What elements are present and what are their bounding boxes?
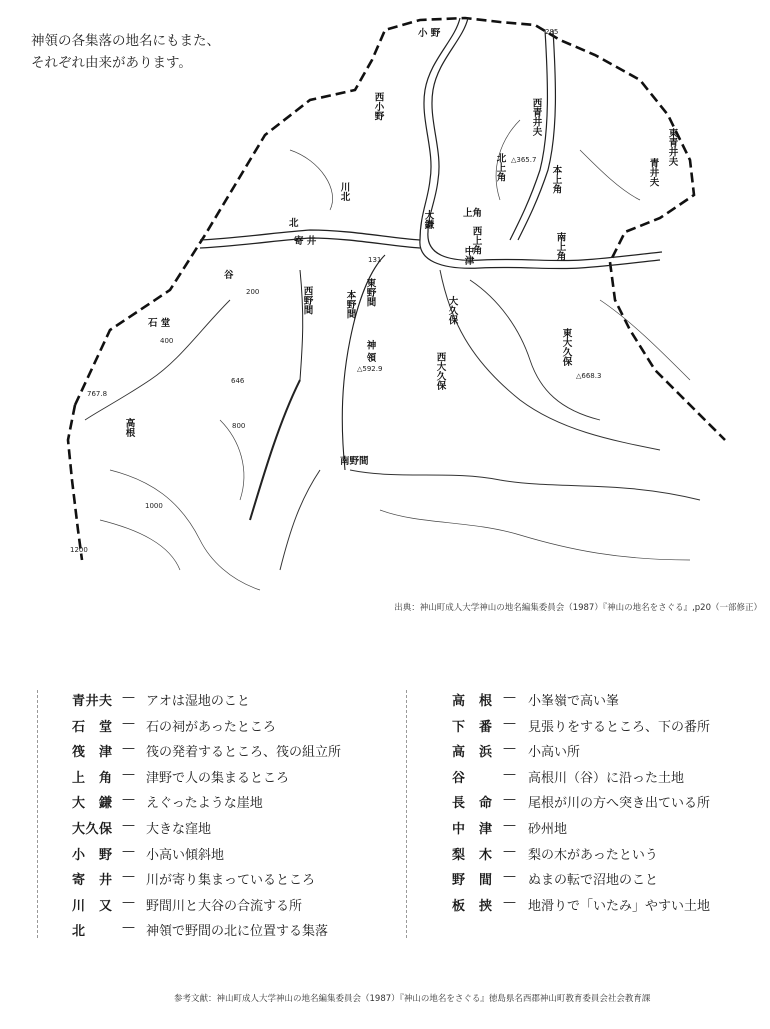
glossary-dash: — <box>122 817 135 833</box>
place-motokami: 本上角 <box>550 165 562 194</box>
place-nishi-ono <box>373 91 385 121</box>
place-shinryo: 神 領 <box>364 340 376 363</box>
place-higashi-aoi: 東青井夫 <box>666 128 678 166</box>
elevation-1200: 1200 <box>70 546 88 554</box>
glossary-dash: — <box>503 894 516 910</box>
elevation-800: 800 <box>232 422 246 430</box>
glossary-entry <box>38 690 406 716</box>
glossary-dash: — <box>503 715 516 731</box>
glossary-definition: 小峯嶺で高い峯 <box>528 694 620 709</box>
place-ono: 小 野 <box>418 28 441 39</box>
glossary-term: 野 間 <box>452 873 493 889</box>
stream-line <box>350 470 700 500</box>
glossary-definition: 地滑りで「いたみ」やすい土地 <box>528 898 711 914</box>
glossary-dash: — <box>503 690 516 705</box>
glossary-entry <box>406 741 746 767</box>
glossary-definition: 尾根が川の方へ突き出ている所 <box>528 796 711 812</box>
glossary-term: 下 番 <box>452 719 493 735</box>
place-motonoma: 本野間 <box>344 290 356 319</box>
aoi-river <box>510 30 547 240</box>
glossary-definition: 津野で人の集まるところ <box>146 770 290 786</box>
place-nishi-ono-label: 西小野 <box>372 92 384 121</box>
glossary-definition: 砂州地 <box>528 821 568 837</box>
place-aoi: 青井夫 <box>647 158 659 187</box>
place-kawakita: 川北 <box>338 182 350 201</box>
reference-note: 参考文献：神山町成人大学神山の地名編集委員会（1987）『神山の地名をさぐる』徳島県名西郡神山町教育委員会社会教育課 <box>174 994 651 1004</box>
glossary-definition: 高根川（谷）に沿った土地 <box>528 770 685 786</box>
stream-line <box>440 270 660 450</box>
boundary-line <box>75 18 725 440</box>
glossary-term: 板 挟 <box>452 898 493 914</box>
stream-line <box>470 280 600 420</box>
elevation-200: 200 <box>246 288 260 296</box>
place-okama: 大鎌 <box>422 210 434 229</box>
map-source-caption: 出典：神山町成人大学神山の地名編集委員会（1987）『神山の地名をさぐる』,p20（一部修正） <box>394 603 762 613</box>
glossary-definition: 石の祠があったところ <box>146 719 276 735</box>
glossary-term: 北 <box>72 924 86 940</box>
place-nishi-aoi: 西青井夫 <box>530 98 542 136</box>
glossary-definition: アオは湿地のこと <box>146 694 250 709</box>
glossary-dash: — <box>503 817 516 833</box>
contour-line <box>380 510 690 560</box>
place-nishikami: 西上角 <box>470 226 482 255</box>
glossary-term: 筏 津 <box>72 745 113 761</box>
glossary-dash: — <box>122 766 135 782</box>
elevation-767: 767.8 <box>87 390 108 398</box>
glossary-dash: — <box>503 869 516 885</box>
glossary-dash: — <box>122 715 135 731</box>
glossary-definition: 筏の発着するところ、筏の組立所 <box>146 745 342 761</box>
place-nishinoma: 西野間 <box>301 286 313 315</box>
place-minaminoma: 南野間 <box>340 456 369 467</box>
glossary-entry <box>406 869 746 895</box>
glossary-left-column <box>37 690 407 938</box>
elevation-285: 285 <box>545 28 559 36</box>
place-nishiokubo: 西大久保 <box>434 352 446 390</box>
elevation-668: △668.3 <box>576 372 602 380</box>
glossary-dash: — <box>122 869 135 885</box>
elevation-646: 646 <box>231 377 245 385</box>
place-minamikami: 南上角 <box>554 232 566 261</box>
glossary-entry <box>38 818 406 844</box>
contour-line <box>220 420 244 500</box>
glossary-entry <box>38 920 406 946</box>
glossary-dash: — <box>122 843 135 859</box>
glossary-dash: — <box>122 690 135 705</box>
main-river <box>420 18 660 269</box>
glossary-dash: — <box>503 741 516 757</box>
glossary-entry <box>406 844 746 870</box>
glossary-dash: — <box>503 843 516 859</box>
contour-line <box>100 520 180 570</box>
glossary-dash: — <box>122 741 135 757</box>
glossary-definition: 小高い所 <box>528 745 581 761</box>
glossary-term: 梨 木 <box>452 847 493 863</box>
contour-line <box>580 150 640 200</box>
glossary-entry <box>38 844 406 870</box>
glossary-term: 長 命 <box>452 796 493 812</box>
glossary-term: 寄 井 <box>72 873 113 889</box>
glossary-term: 谷 <box>452 770 466 786</box>
glossary-term: 高 根 <box>452 694 493 709</box>
glossary-definition: 川が寄り集まっているところ <box>146 873 316 889</box>
glossary-entry <box>406 818 746 844</box>
glossary-term: 石 堂 <box>72 719 113 735</box>
intro-line-1: 神領の各集落の地名にもまた、 <box>31 33 220 49</box>
place-tani: 谷 <box>224 270 234 281</box>
glossary-term: 大久保 <box>72 821 113 837</box>
place-kita: 北 <box>289 218 299 229</box>
glossary-term: 大 鎌 <box>72 796 113 812</box>
intro-line-2: それぞれ由来があります。 <box>31 55 192 71</box>
glossary-entry <box>406 716 746 742</box>
place-kitakami: 北上角 <box>494 153 506 182</box>
glossary-entry <box>406 792 746 818</box>
contour-line <box>290 150 333 210</box>
place-takane: 高根 <box>123 418 135 437</box>
glossary-definition: 梨の木があったという <box>528 847 658 863</box>
glossary-entry <box>38 792 406 818</box>
glossary-dash: — <box>122 920 135 936</box>
elevation-592: △592.9 <box>357 365 383 373</box>
glossary-entry <box>406 690 746 716</box>
elevation-365: △365.7 <box>511 156 537 164</box>
place-ishido: 石 堂 <box>148 318 171 329</box>
glossary-definition: 大きな窪地 <box>146 821 212 837</box>
place-higashiokubo: 東大久保 <box>560 328 572 366</box>
glossary-definition: 野間川と大谷の合流する所 <box>146 898 303 914</box>
glossary-definition: 見張りをするところ、下の番所 <box>528 719 711 735</box>
place-okubo: 大久保 <box>446 296 458 325</box>
glossary-term: 中 津 <box>452 821 493 837</box>
glossary-entry <box>406 895 746 921</box>
glossary-entry <box>406 767 746 793</box>
glossary-right-column <box>406 690 746 938</box>
glossary-entry <box>38 869 406 895</box>
glossary-definition: 小高い傾斜地 <box>146 847 225 863</box>
elevation-131: 131 <box>368 256 382 264</box>
contour-line <box>600 300 690 380</box>
glossary-term: 上 角 <box>72 770 113 786</box>
elevation-400: 400 <box>160 337 174 345</box>
glossary-dash: — <box>122 894 135 910</box>
glossary-definition: えぐったような崖地 <box>146 796 263 812</box>
glossary-dash: — <box>503 792 516 808</box>
place-higashinoma: 東野間 <box>364 278 376 307</box>
glossary-entry <box>38 741 406 767</box>
boundary-line-west <box>68 405 82 560</box>
stream-line <box>280 470 320 570</box>
glossary-term: 青井夫 <box>72 694 113 709</box>
glossary-definition: 神領で野間の北に位置する集落 <box>146 924 329 940</box>
glossary-dash: — <box>122 792 135 808</box>
glossary-definition: ぬまの転で沼地のこと <box>528 873 659 889</box>
glossary-dash: — <box>503 766 516 782</box>
glossary-entry <box>38 767 406 793</box>
place-kami: 上角 <box>463 208 483 219</box>
glossary-term: 高 浜 <box>452 745 493 761</box>
road-line <box>250 380 300 520</box>
place-yorii: 寄 井 <box>294 236 317 247</box>
elevation-1000: 1000 <box>145 502 163 510</box>
glossary-entry <box>38 895 406 921</box>
place-nakatsu: 中津 <box>462 246 474 265</box>
glossary-entry <box>38 716 406 742</box>
glossary-term: 小 野 <box>72 847 113 863</box>
glossary-term: 川 又 <box>72 898 113 914</box>
